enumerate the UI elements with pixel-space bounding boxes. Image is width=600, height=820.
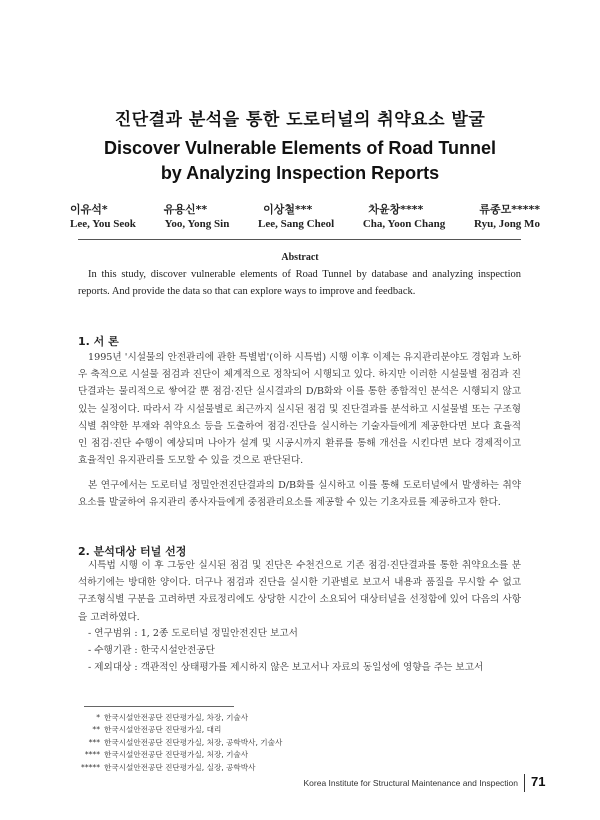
list-item: - 제외대상 : 객관적인 상태평가를 제시하지 않은 보고서나 자료의 동일성에 영향을 주는 보고서 [88,662,484,674]
abstract-body: In this study, discover vulnerable elements of Road Tunnel by database and analyzing inspection reports. And provide the data so that can explore ways to improve and feedback. [78,269,521,297]
author-ko-2: 유용신** [163,203,208,216]
footnote: ** 한국시설안전공단 진단평가실, 대리 [92,725,222,735]
author-ko-3: 이상철*** [263,203,313,216]
section-1-paragraph-1: 1995년 '시설물의 안전관리에 관한 특별법'(이하 시특법) 시행 이후 이제는 유지관리분야도 경험과 노하우 축적으로 시설물 점검과 진단이 체계적으로 정착되어 시행되고 있다. 하지만 이러한 시설물별 점검과 진단결과는 물리적으로 쌓여갈 뿐 점검·진단 실시결과의 D/B화와 이를 통한 종합적인 분석은 시행되지 않고 있는 실정이다. 따라서 각 시설물별로 최근까지 실시된 점검 및 진단결과를 분석하고 시설물별 또는 구조형식별 취약한 부재와 취약요소 등을 도출하여 점검·진단을 실시하는 기술자들에게 제공한다면 보다 효율적인 점검·진단 수행이 예상되며 나아가 설계 및 시공시까지 환류를 통해 개선을 시킨다면 보다 경제적이고 효율적인 유지관리를 도모할 수 있을 것으로 판단된다. [78,352,521,467]
title-english-line1: Discover Vulnerable Elements of Road Tunnel [103,138,497,158]
footnote: ***** 한국시설안전공단 진단평가실, 실장, 공학박사 [81,762,256,772]
footnote: *** 한국시설안전공단 진단평가실, 처장, 공학박사, 기술사 [88,737,283,747]
header-divider [78,239,521,240]
author-en-1: Lee, You Seok [70,218,136,230]
list-item: - 수행기관 : 한국시설안전공단 [88,645,215,657]
author-ko-1: 이유석* [70,203,108,216]
footnote: **** 한국시설안전공단 진단평가실, 처장, 기술사 [84,750,249,760]
author-en-3: Lee, Sang Cheol [258,218,335,230]
publisher-name: Korea Institute for Structural Maintenance and Inspection [303,778,518,788]
footnote-divider [84,706,234,707]
author-ko-5: 류종모***** [479,203,540,216]
section-2-heading: 2. 분석대상 터널 선정 [78,545,187,558]
page-number: 71 [531,774,546,789]
footnote: * 한국시설안전공단 진단평가실, 차장, 기술사 [96,713,249,722]
author-ko-4: 차윤창**** [368,203,424,216]
author-names-english [70,218,540,230]
footer-separator [524,774,525,792]
list-item: - 연구범위 : 1, 2종 도로터널 정밀안전진단 보고서 [88,628,298,639]
author-en-5: Ryu, Jong Mo [474,218,540,230]
criteria-list [88,625,528,677]
abstract-heading: Abstract [281,252,319,263]
section-1-paragraph-2: 본 연구에서는 도로터널 정밀안전진단결과의 D/B화를 실시하고 이를 통해 도로터널에서 발생하는 취약요소를 발굴하여 유지관리 종사자들에게 중점관리요소를 제공할 수 있는 기초자료를 제공하고자 한다. [78,480,521,509]
page-footer [0,774,600,798]
author-en-4: Cha, Yoon Chang [362,218,446,230]
author-en-2: Yoo, Yong Sin [164,218,230,230]
title-korean: 진단결과 분석을 통한 도로터널의 취약요소 발굴 [114,110,486,130]
footnotes [78,712,378,774]
author-names-korean [70,201,540,217]
title-english-line2: by Analyzing Inspection Reports [160,163,440,183]
section-1-heading: 1. 서 론 [78,335,119,348]
section-2-paragraph: 시특법 시행 이 후 그동안 실시된 점검 및 진단은 수천건으로 기존 점검·진단결과를 통한 취약요소를 분석하기에는 방대한 양이다. 더구나 점검과 진단을 실시한 기관별로 보고서 내용과 품질을 무시할 수 없고 구조형식별 구분을 고려하면 자료정리에도 상당한 시간이 소요되어 대상터널을 선정함에 있어 다음의 사항을 고려하였다. [78,560,521,623]
